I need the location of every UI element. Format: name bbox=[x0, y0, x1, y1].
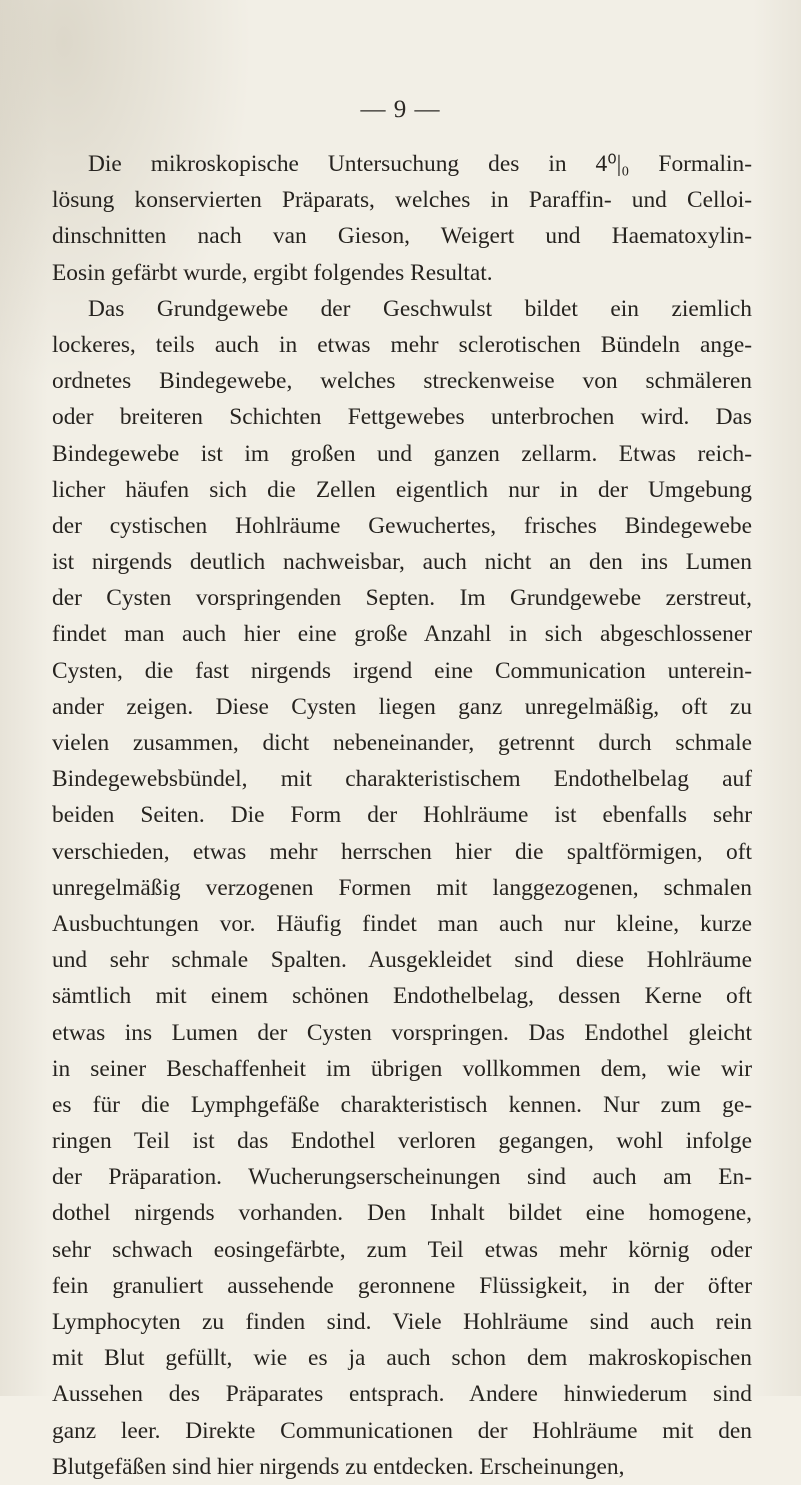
text-line: Eosin gefärbt wurde, ergibt folgendes Resultat. bbox=[52, 259, 493, 286]
text-line: ringen Teil ist das Endothel verloren gegangen, wohl infolge bbox=[52, 1128, 752, 1155]
text-line: dinschnitten nach van Gieson, Weigert und Haematoxylin- bbox=[52, 223, 752, 250]
text-line: in seiner Beschaffenheit im übrigen vollkommen dem, wie wir bbox=[52, 1055, 752, 1082]
text-line: Aussehen des Präparates entsprach. Andere hinwiederum sind bbox=[52, 1381, 752, 1408]
text-line: ganz leer. Direkte Communicationen der Hohlräume mit den bbox=[52, 1417, 752, 1444]
text-line: lockeres, teils auch in etwas mehr sclerotischen Bündeln ange- bbox=[52, 331, 752, 358]
text-line: ist nirgends deutlich nachweisbar, auch nicht an den ins Lumen bbox=[52, 549, 752, 576]
text-line: und sehr schmale Spalten. Ausgekleidet sind diese Hohlräume bbox=[52, 947, 752, 974]
page-number: — 9 — bbox=[360, 96, 441, 123]
text-line: Ausbuchtungen vor. Häufig findet man auch nur kleine, kurze bbox=[52, 910, 752, 937]
text-line: sämtlich mit einem schönen Endothelbelag, dessen Kerne oft bbox=[52, 983, 752, 1010]
text-line: Lymphocyten zu finden sind. Viele Hohlräume sind auch rein bbox=[52, 1309, 752, 1335]
text-line: der Präparation. Wucherungserscheinungen sind auch am En- bbox=[52, 1164, 752, 1191]
body-text bbox=[52, 146, 752, 1485]
text-line: Blutgefäßen sind hier nirgends zu entdecken. Erscheinungen, bbox=[52, 1453, 625, 1480]
text-line: es für die Lymphgefäße charakteristisch kennen. Nur zum ge- bbox=[52, 1091, 752, 1118]
text-line: Das Grundgewebe der Geschwulst bildet ein ziemlich bbox=[88, 295, 752, 322]
text-line: etwas ins Lumen der Cysten vorspringen. Das Endothel gleicht bbox=[52, 1019, 752, 1046]
text-line: Die mikroskopische Untersuchung des in 4⁰|₀ Formalin- bbox=[88, 151, 752, 177]
text-line: der Cysten vorspringenden Septen. Im Grundgewebe zerstreut, bbox=[52, 585, 752, 612]
text-line: licher häufen sich die Zellen eigentlich nur in der Umgebung bbox=[52, 476, 752, 503]
text-line: sehr schwach eosingefärbte, zum Teil etwas mehr körnig oder bbox=[52, 1236, 752, 1263]
text-line: Cysten, die fast nirgends irgend eine Communication unterein- bbox=[52, 657, 752, 684]
text-line: Bindegewebe ist im großen und ganzen zellarm. Etwas reich- bbox=[52, 440, 752, 467]
text-line: mit Blut gefüllt, wie es ja auch schon dem makroskopischen bbox=[52, 1345, 752, 1372]
text-line: lösung konservierten Präparats, welches in Paraffin- und Celloi- bbox=[52, 187, 752, 214]
text-line: Bindegewebsbündel, mit charakteristischem Endothelbelag auf bbox=[52, 766, 752, 793]
text-line: der cystischen Hohlräume Gewuchertes, frisches Bindegewebe bbox=[52, 512, 752, 539]
text-line: oder breiteren Schichten Fettgewebes unterbrochen wird. Das bbox=[52, 404, 752, 431]
text-line: ander zeigen. Diese Cysten liegen ganz unregelmäßig, oft zu bbox=[52, 693, 752, 720]
text-line: verschieden, etwas mehr herrschen hier die spaltförmigen, oft bbox=[52, 838, 752, 865]
text-line: dothel nirgends vorhanden. Den Inhalt bildet eine homogene, bbox=[52, 1200, 752, 1227]
text-line: ordnetes Bindegewebe, welches streckenweise von schmäleren bbox=[52, 368, 752, 395]
text-line: unregelmäßig verzogenen Formen mit langgezogenen, schmalen bbox=[52, 874, 752, 901]
text-line: vielen zusammen, dicht nebeneinander, getrennt durch schmale bbox=[52, 730, 752, 756]
text-line: findet man auch hier eine große Anzahl in sich abgeschlossener bbox=[52, 621, 752, 648]
text-line: beiden Seiten. Die Form der Hohlräume ist ebenfalls sehr bbox=[52, 802, 752, 829]
text-line: fein granuliert aussehende geronnene Flüssigkeit, in der öfter bbox=[52, 1272, 752, 1299]
